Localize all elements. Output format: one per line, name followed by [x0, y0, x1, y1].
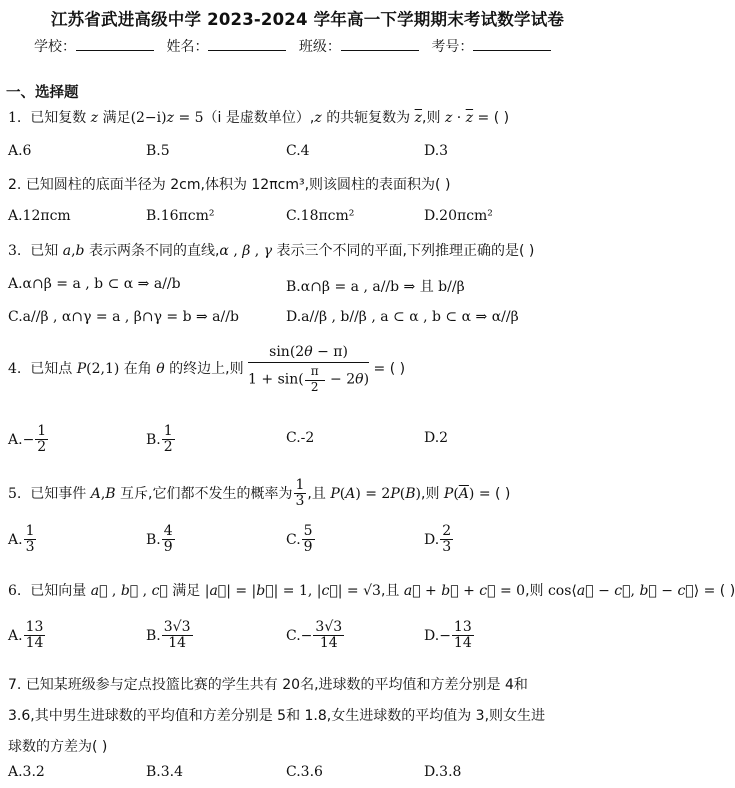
- school-blank[interactable]: [76, 36, 154, 51]
- option-3d[interactable]: D.a//β , b//β , a ⊂ α , b ⊂ α ⇒ α//β: [286, 309, 519, 325]
- class-blank[interactable]: [341, 36, 419, 51]
- question-number: 4.: [8, 361, 22, 378]
- option-3a[interactable]: A.α∩β = a , b ⊂ α ⇒ a//b: [8, 276, 181, 292]
- option-7b[interactable]: B.3.4: [146, 764, 184, 780]
- exam-number-blank[interactable]: [473, 36, 551, 51]
- question-1: 1. 已知复数 z 满足(2−i)z = 5（i 是虚数单位）,z 的共轭复数为 $\overline{z}$,则 $z \cdot \overline{z}$ = ( ): [8, 110, 510, 126]
- question-number: 3.: [8, 243, 22, 259]
- question-7-line3: 球数的方差为( ): [8, 739, 108, 755]
- option-1d[interactable]: D.3: [424, 143, 449, 159]
- option-3c[interactable]: C.a//β , α∩γ = a , β∩γ = b ⇒ a//b: [8, 309, 239, 325]
- student-info-line: [34, 36, 559, 56]
- option-2c[interactable]: C.18πcm²: [286, 208, 355, 224]
- school-label: 学校：: [34, 39, 76, 55]
- class-label: 班级：: [298, 39, 341, 55]
- option-7c[interactable]: C.3.6: [286, 764, 323, 780]
- question-4: 4. 已知点 P(2,1) 在角 θ 的终边上,则 sin(2θ − π) 1 + sin( $\frac{\pi}{2}$ − 2θ) = ( ): [8, 344, 406, 395]
- option-6c[interactable]: C.− $\frac{3√3}{14}$: [286, 619, 343, 652]
- question-2-stem: 已知圆柱的底面半径为 2cm,体积为 12πcm³,则该圆柱的表面积为( ): [25, 177, 451, 193]
- option-2d[interactable]: D.20πcm²: [424, 208, 493, 224]
- option-4c[interactable]: C.-2: [286, 430, 315, 446]
- option-5d[interactable]: D. $\frac{2}{3}$: [424, 523, 452, 556]
- option-6d[interactable]: D.− $\frac{13}{14}$: [424, 619, 472, 652]
- exam-number-label: 考号：: [431, 39, 474, 55]
- option-5b[interactable]: B. $\frac{4}{9}$: [146, 523, 173, 556]
- question-6: 6. 已知向量 a⃗ , b⃗ , c⃗ 满足 |a⃗| = |b⃗| = 1, |c⃗| = √3,且 a⃗ + b⃗ + c⃗ = 0,则 cos⟨a⃗ − c⃗, b⃗ − c⃗⟩ = ( ): [8, 583, 735, 599]
- question-7-line2: 3.6,其中男生进球数的平均值和方差分别是 5和 1.8,女生进球数的平均值为 3,则女生进: [8, 708, 546, 724]
- question-5: 5. 已知事件 A,B 互斥,它们都不发生的概率为 $\frac{1}{3}$ ,且 P(A) = 2P(B),则 $P(\overline{A})$ = ( ): [8, 477, 511, 510]
- option-1a[interactable]: A.6: [8, 143, 32, 159]
- option-7a[interactable]: A.3.2: [8, 764, 45, 780]
- question-number: 1.: [8, 110, 22, 126]
- question-2: [8, 174, 450, 194]
- question-7-stem-line1: 已知某班级参与定点投篮比赛的学生共有 20名,进球数的平均值和方差分别是 4和: [25, 677, 528, 693]
- exam-title: 江苏省武进高级中学 2023-2024 学年高一下学期期末考试数学试卷: [50, 10, 565, 29]
- option-4d[interactable]: D.2: [424, 430, 449, 446]
- question-3: 3. 已知 a,b 表示两条不同的直线,α , β , γ 表示三个不同的平面,下列推理正确的是( ): [8, 243, 535, 259]
- question-number: 2.: [8, 177, 22, 193]
- option-4a[interactable]: A.− $\frac{1}{2}$: [8, 423, 47, 456]
- question-number: 5.: [8, 485, 22, 502]
- question-number: 6.: [8, 583, 22, 599]
- option-2b[interactable]: B.16πcm²: [146, 208, 215, 224]
- option-1c[interactable]: C.4: [286, 143, 310, 159]
- option-4b[interactable]: B. $\frac{1}{2}$: [146, 423, 173, 456]
- name-blank[interactable]: [208, 36, 286, 51]
- option-5c[interactable]: C. $\frac{5}{9}$: [286, 523, 313, 556]
- option-1b[interactable]: B.5: [146, 143, 170, 159]
- section-heading: 一、选择题: [6, 85, 79, 101]
- option-5a[interactable]: A. $\frac{1}{3}$: [8, 523, 35, 556]
- option-6b[interactable]: B. $\frac{3√3}{14}$: [146, 619, 191, 652]
- question-7: [8, 674, 528, 694]
- option-7d[interactable]: D.3.8: [424, 764, 462, 780]
- name-label: 姓名：: [166, 39, 209, 55]
- option-3b[interactable]: B.α∩β = a , a//b ⇒ 且 b//β: [286, 279, 465, 295]
- option-2a[interactable]: A.12πcm: [8, 208, 71, 224]
- option-6a[interactable]: A. $\frac{13}{14}$: [8, 619, 44, 652]
- question-number: 7.: [8, 677, 22, 693]
